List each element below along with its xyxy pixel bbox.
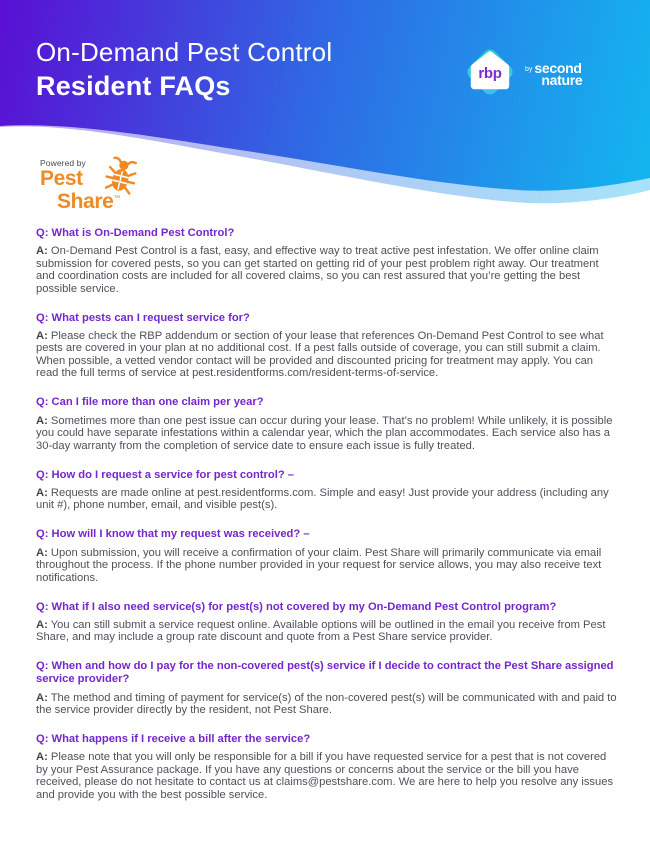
faq-item [36,660,617,716]
answer-prefix: A: [36,329,48,342]
answer-prefix: A: [36,414,48,427]
faq-question: Q: What is On-Demand Pest Control? [36,227,235,239]
page-title-line2: Resident FAQs [36,71,231,101]
faq-answer: A: Please check the RBP addendum or section of your lease that references On-Demand Pest Control to see what pests are covered in your plan at no additional cost. If a pest falls outside of coverage, you can still submit a claim. When possible, a vetted vendor contact will be provided and discounted pricing for treatment may apply. You can read the full terms of service at pest.residentforms.com/resident-terms-of-service. [36,329,604,380]
answer-prefix: A: [36,486,48,499]
secondnature-line1: second [534,60,582,76]
faq-answer: A: Requests are made online at pest.residentforms.com. Simple and easy! Just provide your address (including any unit #), phone number, email, and visible pest(s). [36,486,609,512]
faq-question: Q: What pests can I request service for? [36,311,250,324]
bug-icon [105,156,137,198]
faq-item [36,469,617,512]
faq-item [36,601,617,644]
answer-prefix: A: [36,618,48,631]
pestshare-wordmark-pest: Pest [40,167,83,190]
faq-answer: A: Sometimes more than one pest issue can occur during your lease. That’s no problem! While unlikely, it is possible you could have separate infestations within a calendar year, which the plan accommodates. Each service also has a 30-day warranty from the completion of service date to ensure each issue is fully treated. [36,414,613,452]
secondnature-wordmark [525,58,582,86]
page-title-line1: On-Demand Pest Control [36,37,333,67]
faq-answer: A: Please note that you will only be responsible for a bill if you have requested service for a pest that is not covered by your Pest Assurance package. If you have any questions or concerns about the service or the bill you have received, please do not hesitate to contact us at claims@pestshare.com. We are here to help you resolve any issues and provide you with the best possible service. [36,751,614,801]
trademark-symbol: ™ [113,195,120,202]
answer-prefix: A: [36,691,48,704]
faq-item [36,528,617,584]
pestshare-logo [33,158,145,211]
faq-answer: A: On-Demand Pest Control is a fast, easy, and effective way to treat active pest infestation. We offer online claim submission for covered pests, so you can get started on getting rid of your pest problem right away. Our treatment and coordination costs are included for all covered claims, so you can rest assured that you’re getting the best possible service. [36,245,599,295]
faq-list [36,227,617,818]
faq-question: Q: What if I also need service(s) for pest(s) not covered by my On-Demand Pest Control program? [36,600,557,613]
answer-prefix: A: [36,546,48,559]
powered-by-label: Powered by [40,158,86,168]
faq-answer: A: Upon submission, you will receive a confirmation of your claim. Pest Share will primarily communicate via email throughout the process. If the phone number provided in your request for service allows, you may also receive text notifications. [36,546,602,584]
answer-prefix: A: [36,245,48,258]
faq-item [36,733,617,801]
rbp-logo [466,48,582,96]
secondnature-line2: nature [541,72,583,88]
faq-answer: A: The method and timing of payment for service(s) of the non-covered pest(s) will be communicated with and paid to the service provider directly by the resident, not Pest Share. [36,691,617,717]
rbp-wordmark: rbp [478,65,502,82]
answer-prefix: A: [36,751,48,764]
page-title [36,36,332,103]
faq-answer: A: You can still submit a service request online. Available options will be outlined in the email you receive from Pest Share, and may include a group rate discount and quote from a Pest Share service provider. [36,618,606,644]
faq-question: Q: What happens if I receive a bill after the service? [36,733,311,746]
rbp-badge [466,48,514,96]
faq-question: Q: How will I know that my request was received? – [36,528,310,541]
faq-item [36,227,617,295]
pestshare-wordmark-share: Share™ [57,190,120,213]
faq-question: Q: How do I request a service for pest control? – [36,468,294,481]
by-label: by [525,66,533,73]
faq-item [36,396,617,452]
faq-item [36,312,617,380]
faq-question: Q: Can I file more than one claim per year? [36,396,264,409]
faq-question: Q: When and how do I pay for the non-covered pest(s) service if I decide to contract the Pest Share assigned service provider? [36,660,614,686]
